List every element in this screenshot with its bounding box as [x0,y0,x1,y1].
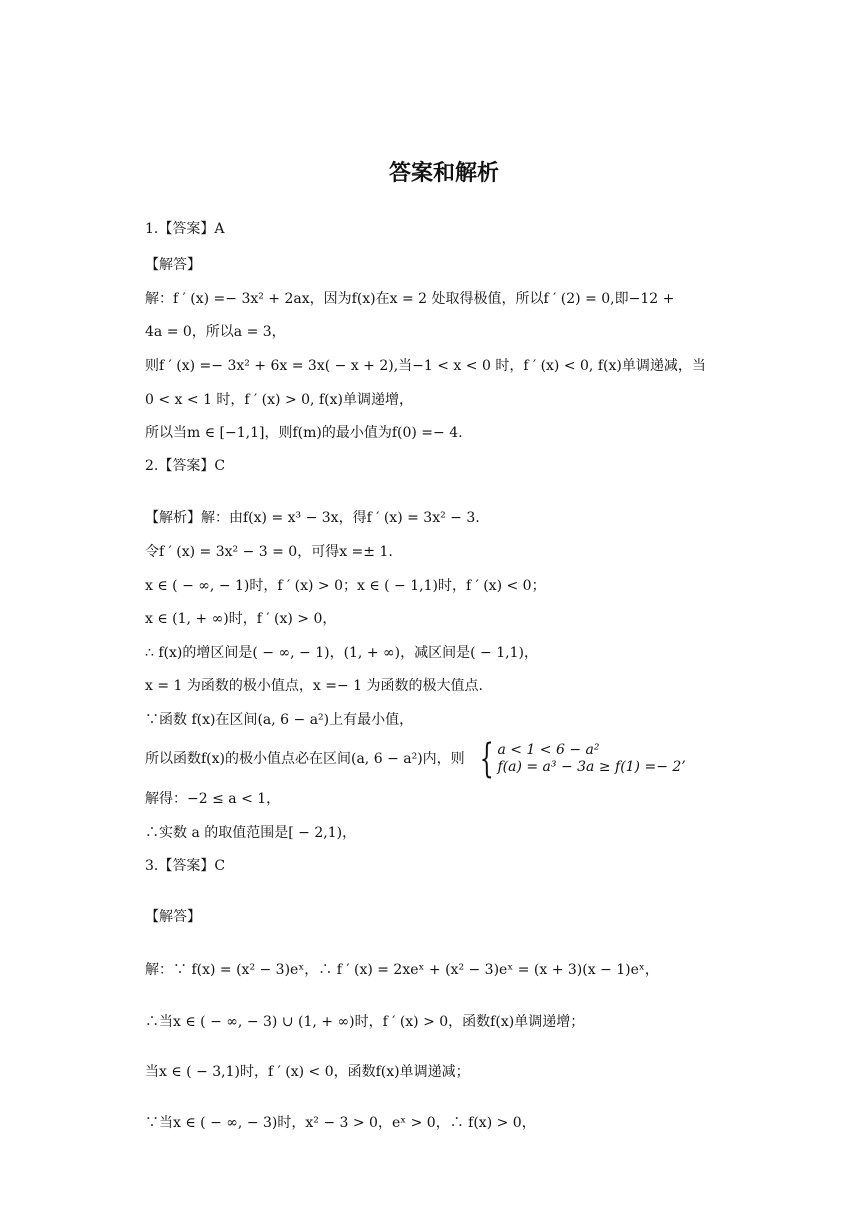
text-line: 2.【答案】C [145,458,226,474]
text-line: 解得：−2 ≤ a < 1， [145,791,281,807]
text-line: 1.【答案】A [145,221,225,237]
text-line: 【解答】 [145,257,201,273]
text-line: 所以当m ∈ [−1,1]，则f(m)的最小值为f(0) =− 4. [145,425,463,441]
text-line: 令f ′ (x) = 3x² − 3 = 0，可得x =± 1. [145,544,393,560]
text-line: ∴实数 a 的取值范围是[ − 2,1)， [145,825,357,841]
text-line: x ∈ (1, + ∞)时，f ′ (x) > 0， [145,611,337,627]
left-brace-icon: { [479,736,494,782]
page-title: 答案和解析 [388,161,499,186]
case-row-1: a < 1 < 6 − a² [497,742,600,758]
text-line: 解：f ′ (x) =− 3x² + 2ax，因为f(x)在x = 2 处取得极值，所以f ′ (2) = 0,即−12 + [145,291,675,307]
text-line: x ∈ ( − ∞, − 1)时，f ′ (x) > 0；x ∈ ( − 1,1)时，f ′ (x) < 0； [145,578,546,594]
text-line: 4a = 0，所以a = 3， [145,324,286,340]
text-line: 0 < x < 1 时，f ′ (x) > 0, f(x)单调递增， [145,392,413,408]
case-row-2: f(a) = a³ − 3a ≥ f(1) =− 2’ [497,759,686,775]
text-line: 解：∵ f(x) = (x² − 3)eˣ，∴ f ′ (x) = 2xeˣ + (x² − 3)eˣ = (x + 3)(x − 1)eˣ， [145,962,659,978]
system-of-inequalities [474,737,686,781]
text-line: 【解析】解：由f(x) = x³ − 3x，得f ′ (x) = 3x² − 3. [145,510,480,526]
text-line: ∴ f(x)的增区间是( − ∞, − 1)，(1, + ∞)，减区间是( − 1,1)， [145,645,538,661]
text-line: 则f ′ (x) =− 3x² + 6x = 3x( − x + 2),当−1 < x < 0 时，f ′ (x) < 0, f(x)单调递减，当 [145,358,706,374]
text-line: x = 1 为函数的极小值点，x =− 1 为函数的极大值点. [145,678,483,694]
text-line: ∵函数 f(x)在区间(a, 6 − a²)上有最小值， [145,712,414,728]
text-line: ∵当x ∈ ( − ∞, − 3)时，x² − 3 > 0，eˣ > 0，∴ f(x) > 0， [145,1115,536,1131]
text-line: 3.【答案】C [145,858,226,874]
text-line: 当x ∈ ( − 3,1)时，f ′ (x) < 0，函数f(x)单调递减； [145,1064,470,1080]
text-line: 【解答】 [145,909,201,925]
text-line: ∴当x ∈ ( − ∞, − 3) ∪ (1, + ∞)时，f ′ (x) > 0，函数f(x)单调递增； [145,1014,585,1030]
text-line: 所以函数f(x)的极小值点必在区间(a, 6 − a²)内，则 [145,751,465,767]
